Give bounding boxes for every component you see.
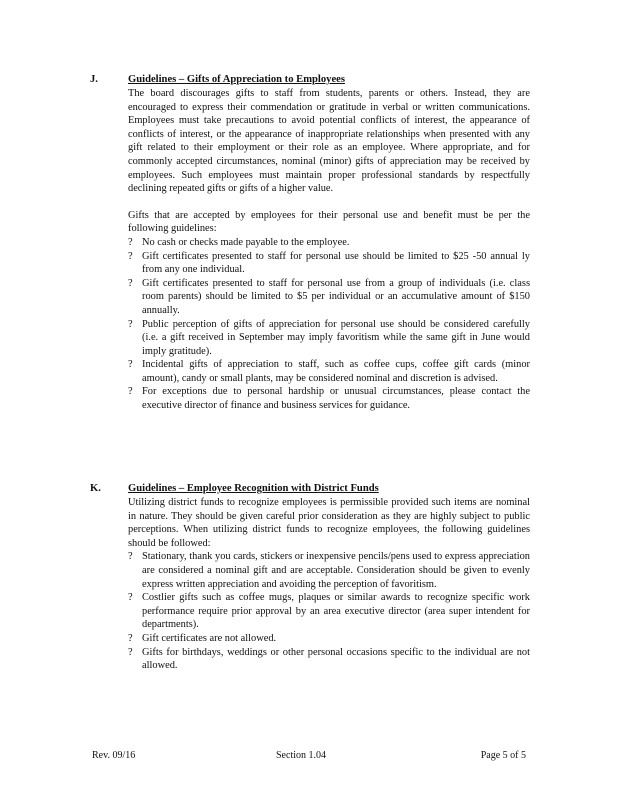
- page-footer: [92, 749, 526, 763]
- list-item: [128, 591, 530, 632]
- section-heading: Guidelines – Employee Recognition with District Funds: [128, 483, 379, 494]
- section-k: [92, 482, 530, 673]
- section-j: [92, 73, 530, 413]
- bullet-glyph: ?: [128, 250, 133, 262]
- list-item-text: Gifts for birthdays, weddings or other personal occasions specific to the individual are not allowed.: [142, 646, 530, 672]
- bullet-glyph: ?: [128, 359, 133, 371]
- bullet-glyph: ?: [128, 318, 133, 330]
- list-item: [128, 318, 530, 359]
- list-item: [128, 646, 530, 673]
- paragraph: The board discourages gifts to staff from students, parents or others. Instead, they are encouraged to express their commendation or gratitude in verbal or written communications. Employees must take precautions to avoid potential conflicts of interest, the appearance of conflicts of interest, or the appearance of inappropriate relationships when presented with any gift related to their employment or their role as an employee. Where appropriate, and for commonly accepted circumstances, nominal (minor) gifts of appreciation may be received by employees. Such employees must maintain proper professional standards by respectfully declining repeated gifts or gifts of a higher value.: [128, 88, 530, 195]
- list-item: [128, 277, 530, 318]
- list-item-text: For exceptions due to personal hardship or unusual circumstances, please contact the executive director of finance and business services for guidance.: [142, 386, 530, 412]
- list-item: [128, 236, 530, 250]
- section-body: [128, 87, 530, 413]
- list-item-text: Stationary, thank you cards, stickers or inexpensive pencils/pens used to express appreciation are considered a nominal gift and are acceptable. Consideration should be given to evenly express written appreciation and avoiding the perception of favoritism.: [142, 551, 530, 590]
- section-letter: J.: [90, 74, 98, 85]
- list-item-text: Incidental gifts of appreciation to staff, such as coffee cups, coffee gift cards (minor amount), candy or small plants, may be considered nominal and discretion is advised.: [142, 359, 530, 384]
- list-item: [128, 550, 530, 591]
- list-item: [128, 632, 530, 646]
- bullet-glyph: ?: [128, 632, 133, 644]
- bullet-glyph: ?: [128, 646, 133, 658]
- list-item-text: Gift certificates are not allowed.: [142, 632, 277, 644]
- bullet-glyph: ?: [128, 592, 133, 604]
- section-heading: Guidelines – Gifts of Appreciation to Employees: [128, 74, 345, 85]
- section-letter: K.: [90, 483, 101, 494]
- list-item: [128, 358, 530, 385]
- paragraph: Utilizing district funds to recognize employees is permissible provided such items are nominal in nature. They should be given careful prior consideration as they are highly subject to public perceptions. When utilizing district funds to recognize employees, the following guidelines should be followed:: [128, 497, 530, 549]
- list-item-text: No cash or checks made payable to the employee.: [142, 236, 350, 248]
- bullet-glyph: ?: [128, 236, 133, 248]
- list-item-text: Public perception of gifts of appreciation for personal use should be considered carefully (i.e. a gift received in September may imply favoritism while the same gift in June would imply gratitude).: [142, 318, 530, 357]
- revision-label: Rev. 09/16: [92, 750, 136, 761]
- bullet-list: [128, 236, 530, 413]
- list-item: [128, 385, 530, 412]
- section-body: [128, 496, 530, 673]
- bullet-list: [128, 550, 530, 672]
- list-item: [128, 250, 530, 277]
- list-item-text: Gift certificates presented to staff for personal use from a group of individuals (i.e. class room parents) should be limited to $5 per individual or an accumulative amount of $150 annually.: [142, 277, 530, 316]
- paragraph: Gifts that are accepted by employees for their personal use and benefit must be per the following guidelines:: [128, 209, 530, 235]
- bullet-glyph: ?: [128, 277, 133, 289]
- list-item-text: Costlier gifts such as coffee mugs, plaques or similar awards to recognize specific work performance require prior approval by an area executive director (area super intendent for departments).: [142, 592, 530, 631]
- section-number: Section 1.04: [276, 750, 326, 761]
- bullet-glyph: ?: [128, 386, 133, 398]
- list-item-text: Gift certificates presented to staff for personal use should be limited to $25 -50 annual ly from any one individual.: [142, 250, 530, 276]
- page-number: Page 5 of 5: [480, 750, 526, 761]
- bullet-glyph: ?: [128, 551, 133, 563]
